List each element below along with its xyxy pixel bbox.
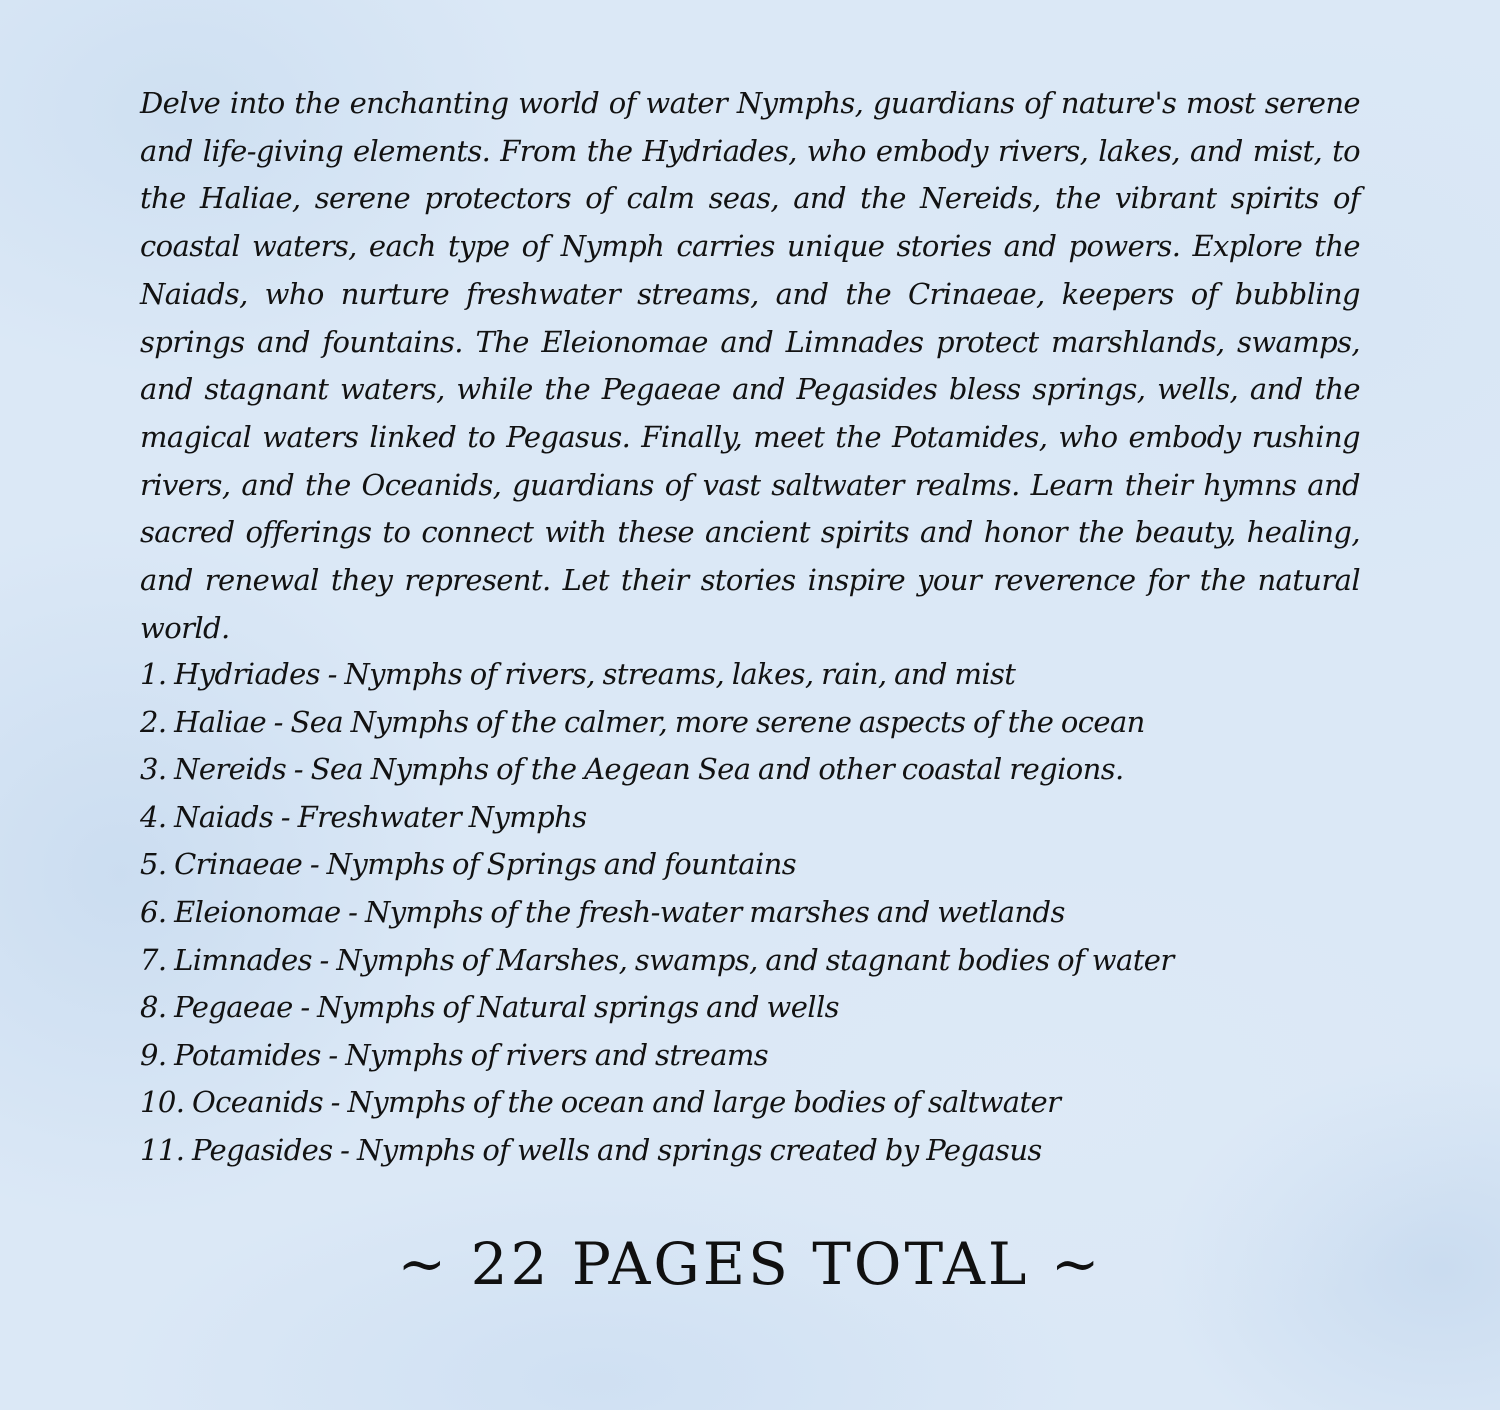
list-item: 11. Pegasides - Nymphs of wells and springs created by Pegasus bbox=[140, 1132, 1042, 1167]
list-item: 5. Crinaeae - Nymphs of Springs and fountains bbox=[140, 847, 797, 882]
list-item: 1. Hydriades - Nymphs of rivers, streams, lakes, rain, and mist bbox=[140, 657, 1016, 691]
intro-paragraph: Delve into the enchanting world of water Nymphs, guardians of nature's most serene and life-giving elements. From the Hydriades, who embody rivers, lakes, and mist, to the Haliae, serene protectors of calm seas, and the Nereids, the vibrant spirits of coastal waters, each type of Nymph carries unique stories and powers. Explore the Naiads, who nurture freshwater streams, and the Crinaeae, keepers of bubbling springs and fountains. The Eleionomae and Limnades protect marshlands, swamps, and stagnant waters, while the Pegaeae and Pegasides bless springs, wells, and the magical waters linked to Pegasus. Finally, meet the Potamides, who embody rushing rivers, and the Oceanids, guardians of vast saltwater realms. Learn their hymns and sacred offerings to connect with these ancient spirits and honor the beauty, healing, and renewal they represent. Let their stories inspire your reverence for the natural world. bbox=[140, 86, 1360, 645]
nymph-type-list bbox=[140, 651, 1360, 1175]
list-item: 9. Potamides - Nymphs of rivers and streams bbox=[140, 1037, 769, 1072]
list-item: 7. Limnades - Nymphs of Marshes, swamps, and stagnant bodies of water bbox=[140, 942, 1174, 977]
list-item: 3. Nereids - Sea Nymphs of the Aegean Sea and other coastal regions. bbox=[140, 752, 1124, 787]
list-item: 10. Oceanids - Nymphs of the ocean and large bodies of saltwater bbox=[140, 1085, 1061, 1120]
list-item: 4. Naiads - Freshwater Nymphs bbox=[140, 799, 587, 834]
list-item: 6. Eleionomae - Nymphs of the fresh-water marshes and wetlands bbox=[140, 894, 1065, 929]
pages-total-heading: ~ 22 PAGES TOTAL ~ bbox=[397, 1230, 1103, 1298]
list-item: 8. Pegaeae - Nymphs of Natural springs and wells bbox=[140, 990, 839, 1025]
list-item: 2. Haliae - Sea Nymphs of the calmer, more serene aspects of the ocean bbox=[140, 704, 1145, 739]
